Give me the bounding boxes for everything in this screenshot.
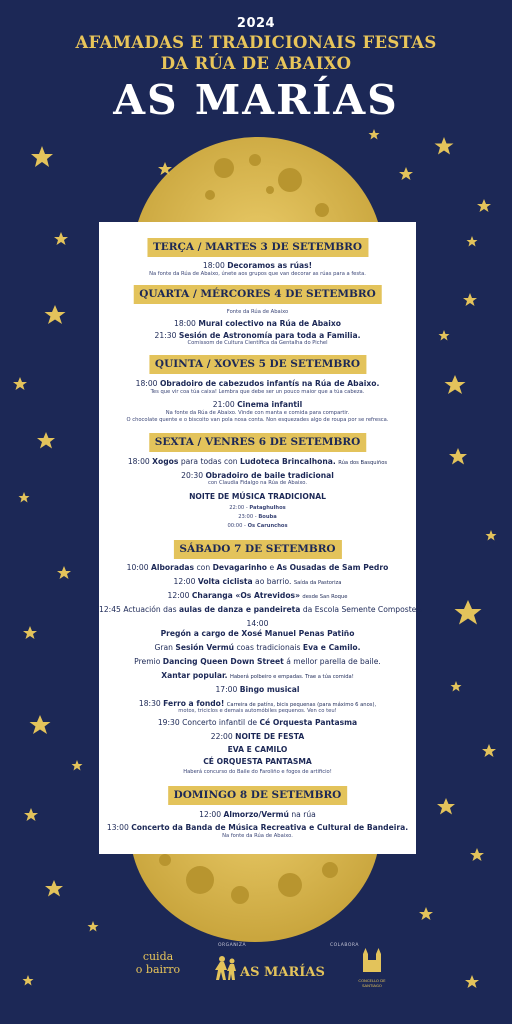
event-cinema-note-1: Na fonte da Rúa de Abaixo. Vinde con manta e comida para compartir. [165,410,350,416]
cathedral-icon [356,948,388,974]
event-banda-note: Na fonte da Rúa de Abaixo. [222,833,293,839]
event-cabezudos-note: Tes que vir coa túa caixa! Lembra que debe ser un pouco maior que a túa cabeza. [150,389,365,395]
event-noite-musica: NOITE DE MÚSICA TRADICIONAL [189,492,326,501]
event-vermu: Gran Sesión Vermú coas tradicionais Eva e Camilo. [154,643,361,652]
day-heading-saturday: SÁBADO 7 DE SETEMBRO [173,540,341,559]
event-volta-ciclista: 12:00 Volta ciclista ao barrio. Saída da Pastoriza [173,577,342,586]
day-heading-tuesday: TERÇA / MARTES 3 DE SETEMBRO [147,238,368,257]
event-decoramos-note: Na fonte da Rúa de Abaixo, únete aos grupos que van decorar as rúas para a festa. [149,271,366,277]
event-eva-camilo: EVA E CAMILO [227,745,288,754]
event-concerto-infantil: 19:30 Concerto infantil de Cé Orquesta Pantasma [157,718,358,727]
event-baile: 20:30 Obradoiro de baile tradicional [181,471,334,480]
org-logo-text: AS MARÍAS [240,965,325,980]
concello-line-1: CONCELLO DE [358,978,386,983]
event-dancing-queen: Premio Dancing Queen Down Street á mellor parella de baile. [134,657,381,666]
poster-header [0,12,512,122]
event-cabezudos: 18:00 Obradoiro de cabezudos infantís na Rúa de Abaixo. [135,379,380,388]
event-baile-note: con Claudia Fidalgo na Rúa de Abaixo. [208,480,307,486]
event-pregon-time: 14:00 [246,619,269,628]
cuida-o-bairro-logo [132,950,184,976]
cuida-line-1: cuida [142,950,174,963]
event-pregon: Pregón a cargo de Xosé Manuel Penas Patiño [160,629,355,638]
day-heading-sunday: DOMINGO 8 DE SETEMBRO [168,786,348,805]
event-ce-orquesta: CÉ ORQUESTA PANTASMA [203,757,312,766]
subtitle-line-2: DA RÚA DE ABAIXO [160,54,352,73]
event-astronomia: 21:30 Sesión de Astronomía para toda a Familia. [154,331,361,340]
event-cinema: 21:00 Cinema infantil [212,400,303,409]
as-marias-logo [214,953,325,985]
event-xogos: 18:00 Xogos para todas con Ludoteca Brincalhona. Rúa dos Basquiños [127,457,388,466]
organiza-label: ORGANIZA [218,943,247,948]
event-banda: 13:00 Concerto da Banda de Música Recreativa e Cultural de Bandeira. [106,823,409,832]
subtitle-line-1: AFAMADAS E TRADICIONAIS FESTAS [75,33,437,52]
event-place-note: Fonte da Rúa de Abaixo [226,309,289,315]
day-heading-friday: SEXTA / VENRES 6 DE SETEMBRO [149,433,366,452]
event-noite-line-3: 00:00 - Os Carunchos [227,523,288,529]
event-faroliño-note: Haberá concurso do Baile do Faroliño e fogos de artificio! [183,769,332,775]
event-astronomia-note: Comissom de Cultura Científica da Gentalha do Pichel [187,340,328,346]
concello-line-2: SANTIAGO [362,983,382,988]
cuida-line-2: o bairro [135,963,181,976]
event-noite-line-2: 23:00 - Bouba [238,514,277,520]
event-decoramos: 18:00 Decoramos as rúas! [202,261,313,270]
poster-title: AS MARÍAS [113,76,399,124]
event-ferro-note-2: motos, triciclos e demais automóbiles pequenos. Ven co teu! [178,708,337,714]
concello-santiago-logo [356,948,388,988]
event-ferro: 18:30 Ferro a fondo! Carreira de patíns, bicis pequenas (para máximo 6 anos), [138,699,377,708]
event-danza: 12:45 Actuación das aulas de danza e pandeireta da Escola Semente Compostela [99,605,424,614]
event-bingo: 17:00 Bingo musical [215,685,300,694]
event-xantar: Xantar popular. Haberá polbeiro e empadas. Trae a túa comida! [161,671,354,680]
event-noite-festa: 22:00 NOITE DE FESTA [210,732,305,741]
year: 2024 [236,16,276,31]
event-alboradas: 10:00 Alboradas con Devagarinho e As Ousadas de Sam Pedro [126,563,389,572]
program-card [99,222,424,854]
event-almorzo: 12:00 Almorzo/Vermú na rúa [199,810,316,819]
event-noite-line-1: 22:00 - Pataghulhos [229,505,286,511]
day-heading-wednesday: QUARTA / MÉRCORES 4 DE SETEMBRO [133,285,382,304]
event-mural: 18:00 Mural colectivo na Rúa de Abaixo [174,319,341,328]
day-heading-thursday: QUINTA / XOVES 5 DE SETEMBRO [149,355,366,374]
event-charanga: 12:00 Charanga «Os Atrevidos» desde San Roque [167,591,348,600]
event-cinema-note-2: O chocolate quente e o biscoito van pola nosa conta. Non esquezades algo de roupa por se refresca. [126,417,389,423]
colabora-label: COLABORA [330,943,359,948]
